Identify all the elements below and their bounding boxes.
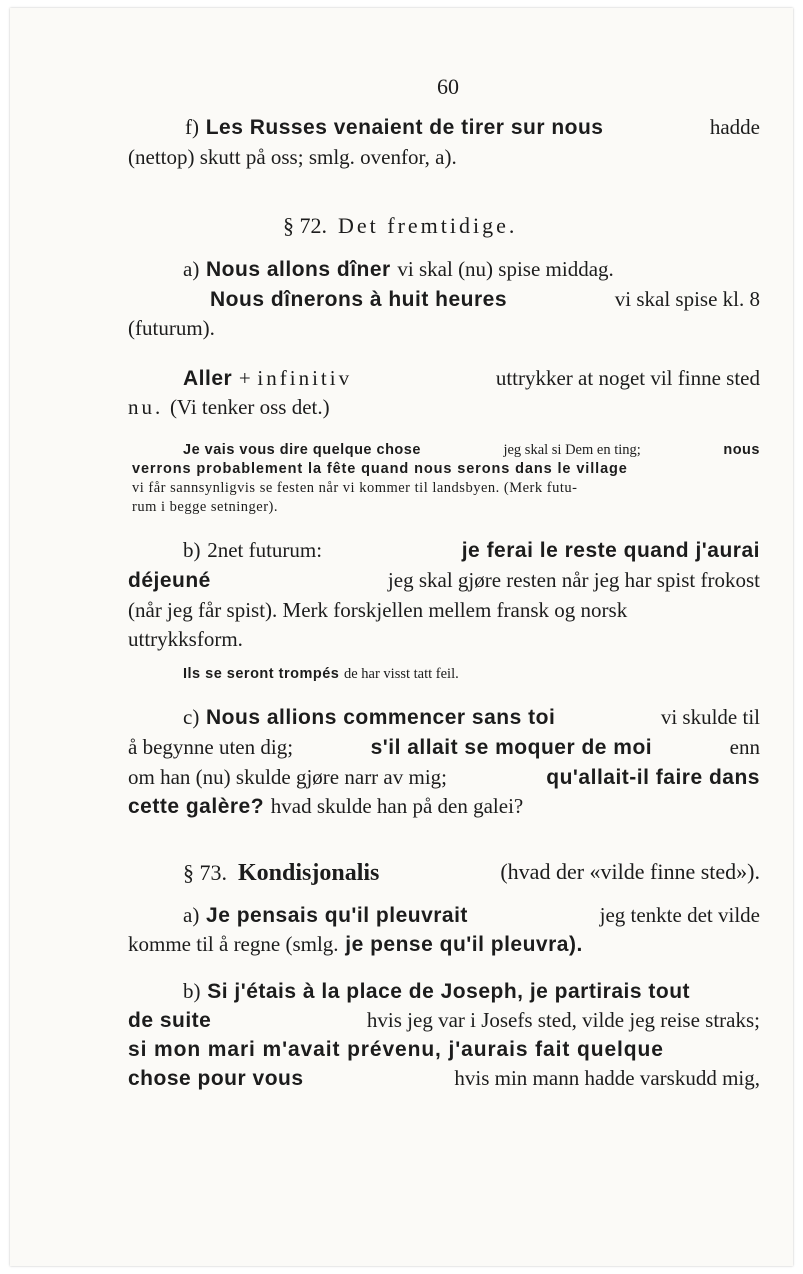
text-line	[183, 981, 760, 1002]
term: nu.	[128, 395, 164, 419]
item-label: b)	[183, 979, 201, 1003]
text-line	[128, 737, 760, 758]
text-line: (nettop) skutt på oss; smlg. ovenfor, a).	[128, 145, 457, 169]
french-text: je pense qu'il pleuvra).	[345, 933, 583, 956]
text-line	[128, 934, 583, 955]
norwegian-text: vi skal spise kl. 8	[614, 287, 760, 311]
norwegian-text: de har visst tatt feil.	[343, 666, 459, 682]
french-text: qu'allait-il faire dans	[546, 766, 760, 789]
french-text: s'il allait se moquer de moi	[370, 736, 653, 759]
french-text: de suite	[128, 1009, 212, 1032]
norwegian-text: hadde	[709, 115, 760, 139]
french-text: Ils se seront trompés	[183, 666, 340, 682]
text-line	[185, 117, 760, 138]
french-text: Aller	[183, 367, 233, 390]
text-line	[128, 796, 523, 817]
french-text: je ferai le reste quand j'aurai	[461, 539, 760, 562]
text-line	[183, 259, 614, 280]
french-text: Nous dînerons à huit heures	[210, 288, 508, 311]
text-line	[128, 1068, 760, 1089]
section-title: Det fremtidige.	[338, 213, 518, 238]
text-line: (når jeg får spist). Merk forskjellen mellem fransk og norsk	[128, 598, 628, 622]
text-line	[183, 707, 760, 728]
french-text: déjeuné	[128, 569, 211, 592]
norwegian-text: vi skal (nu) spise middag.	[397, 257, 614, 281]
norwegian-text: (Vi tenker oss det.)	[169, 395, 330, 419]
norwegian-text: hvad skulde han på den galei?	[270, 794, 524, 818]
item-label: c)	[183, 705, 200, 729]
text-line	[128, 397, 330, 418]
plus-sign: +	[238, 366, 251, 390]
text-line: uttrykksform.	[128, 627, 243, 651]
norwegian-text: jeg skal si Dem en ting;	[503, 442, 641, 458]
text-line	[210, 289, 760, 310]
french-text: verrons probablement la fête quand nous serons dans le village	[132, 461, 628, 477]
item-label: f)	[185, 115, 199, 139]
section-number: § 72.	[283, 213, 327, 238]
norwegian-text: vi får sannsynligvis se festen når vi kommer til landsbyen. (Merk futu-	[132, 480, 578, 496]
text-line	[183, 540, 760, 561]
french-text: cette galère?	[128, 795, 265, 818]
section-title: Kondisjonalis	[238, 860, 380, 886]
term: infinitiv	[257, 366, 353, 390]
french-text: Nous allions commencer sans toi	[206, 706, 556, 729]
text-line	[183, 368, 760, 389]
french-text: nous	[723, 442, 760, 458]
text-line	[128, 1010, 760, 1031]
norwegian-text: komme til å regne (smlg.	[128, 932, 339, 956]
french-text: Les Russes venaient de tirer sur nous	[205, 116, 604, 139]
page-number: 60	[437, 74, 459, 99]
norwegian-text: enn	[729, 735, 760, 759]
section-number: § 73.	[183, 860, 227, 885]
item-label: a)	[183, 903, 200, 927]
text-line	[183, 905, 760, 926]
book-page	[10, 8, 793, 1266]
section-heading	[183, 861, 760, 885]
norwegian-text: jeg tenkte det vilde	[599, 903, 760, 927]
french-text: Nous allons dîner	[206, 258, 391, 281]
french-text: Si j'étais à la place de Joseph, je partirais tout	[207, 980, 691, 1003]
norwegian-text: uttrykker at noget vil finne sted	[495, 366, 760, 390]
norwegian-text: å begynne uten dig;	[128, 735, 294, 759]
text-line	[128, 767, 760, 788]
norwegian-text: jeg skal gjøre resten når jeg har spist frokost	[387, 568, 760, 592]
term: 2net futurum:	[207, 538, 323, 562]
section-heading	[283, 215, 517, 237]
french-text: si mon mari m'avait prévenu, j'aurais fait quelque	[128, 1038, 664, 1061]
text-line: (futurum).	[128, 316, 215, 340]
norwegian-text: om han (nu) skulde gjøre narr av mig;	[128, 765, 447, 789]
item-label: b)	[183, 538, 201, 562]
norwegian-text: vi skulde til	[660, 705, 760, 729]
text-line	[183, 667, 459, 682]
french-text: Je vais vous dire quelque chose	[183, 442, 421, 458]
text-line	[128, 570, 760, 591]
text-line	[183, 443, 760, 458]
item-label: a)	[183, 257, 200, 281]
norwegian-text: hvis jeg var i Josefs sted, vilde jeg reise straks;	[366, 1008, 760, 1032]
norwegian-text: hvis min mann hadde varskudd mig,	[454, 1066, 760, 1090]
french-text: Je pensais qu'il pleuvrait	[206, 904, 468, 927]
norwegian-text: rum i begge setninger).	[132, 499, 278, 515]
section-subtitle: (hvad der «vilde finne sted»).	[500, 859, 760, 884]
french-text: chose pour vous	[128, 1067, 304, 1090]
